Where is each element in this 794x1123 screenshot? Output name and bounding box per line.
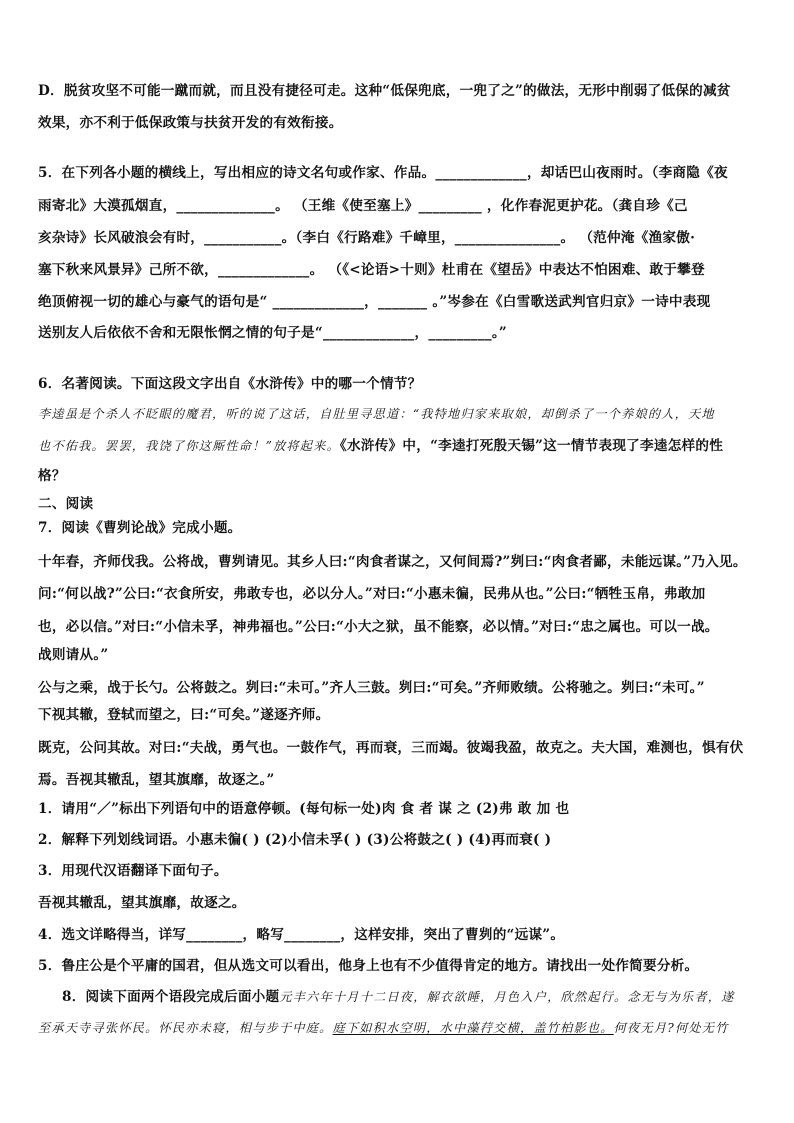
q6-title: 6．名著阅读。下面这段文字出自《水浒传》中的哪一个情节？ bbox=[38, 376, 422, 392]
sub-question-4: 4．选文详略得当，详写________，略写________，这样安排，突出了曹刿的“远谋”。 bbox=[38, 927, 565, 943]
q5-line5: 绝顶俯视一切的雄心与豪气的语句是“ _____________，_______ 。”岑参在《白雪歌送武判官归京》一诗中表现 bbox=[38, 294, 711, 310]
passage-line6: 下视其辙，登轼而望之，曰:“可矣。”遂逐齐师。 bbox=[38, 707, 330, 723]
sub-question-1: 1．请用“／”标出下列语句中的语意停顿。(每句标一处)肉 食 者 谋 之 (2)弗 敢 加 也 bbox=[38, 801, 570, 817]
passage-line2: 问:“何以战?”公曰:“衣食所安，弗敢专也，必以分人。”对曰:“小惠未徧，民弗从也。”公曰:“牺牲玉帛，弗敢加 bbox=[38, 586, 706, 602]
q8-line2 bbox=[38, 1018, 762, 1038]
passage-line7: 既克，公问其故。对曰:“夫战，勇气也。一鼓作气，再而衰，三而竭。彼竭我盈，故克之。夫大国，难测也，惧有伏 bbox=[38, 740, 744, 756]
sub-question-3-sentence: 吾视其辙乱，望其旗靡，故逐之。 bbox=[38, 895, 246, 911]
q5-line3: 亥杂诗》长风破浪会有时，___________。（李白《行路难》千嶂里，_______________。 （范仲淹《渔家傲· bbox=[38, 230, 696, 246]
q8-title: 8．阅读下面两个语段完成后面小题 bbox=[62, 989, 280, 1005]
q8-line1 bbox=[62, 987, 762, 1007]
q5-line6: 送别友人后依依不舍和无限怅惘之情的句子是“_____________，_________。” bbox=[38, 325, 507, 341]
passage-line3: 也，必以信。”对曰:“小信未孚，神弗福也。”公曰:“小大之狱，虽不能察，必以情。”对曰:“忠之属也。可以一战。 bbox=[38, 619, 719, 635]
q8-underlined-sentence: 庭下如积水空明，水中藻荇交横，盖竹柏影也。 bbox=[332, 1021, 614, 1035]
q7-title: 7．阅读《曹刿论战》完成小题。 bbox=[38, 520, 242, 536]
sub-question-3: 3．用现代汉语翻译下面句子。 bbox=[38, 863, 228, 879]
section-heading: 二、阅读 bbox=[38, 496, 94, 512]
q5-line1: 5．在下列各小题的横线上，写出相应的诗文名句或作家、作品。_____________，却话巴山夜雨时。（李商隐《夜 bbox=[38, 165, 728, 181]
sub-question-5: 5．鲁庄公是个平庸的国君，但从选文可以看出，他身上也有不少值得肯定的地方。请找出一处作简要分析。 bbox=[38, 958, 699, 974]
q8-text-start: 元丰六年十月十二日夜，解衣欲睡，月色入户，欣然起行。念无与为乐者，遂 bbox=[279, 990, 735, 1004]
q4-option-d-line1: D．脱贫攻坚不可能一蹴而就，而且没有捷径可走。这种“低保兜底，一兜了之”的做法，无形中削弱了低保的减贫 bbox=[38, 83, 731, 99]
passage-line1: 十年春，齐师伐我。公将战，曹刿请见。其乡人曰:“肉食者谋之，又何间焉?”刿曰:“肉食者鄙，未能远谋。”乃入见。 bbox=[38, 554, 747, 570]
q5-line4: 塞下秋来风景异》己所不欲，_____________。 （《<论语>十则》杜甫在《望岳》中表达不怕困难、敢于攀登 bbox=[38, 262, 705, 278]
q8-text-middle: 至承天寺寻张怀民。怀民亦未寝，相与步于中庭。 bbox=[38, 1021, 333, 1035]
q8-text-end: 何夜无月?何处无竹 bbox=[613, 1021, 729, 1035]
passage-line5: 公与之乘，战于长勺。公将鼓之。刿曰:“未可。”齐人三鼓。刿曰:“可矣。”齐师败绩。公将驰之。刿曰:“未可。” bbox=[38, 680, 705, 696]
q6-quote-line2 bbox=[38, 436, 762, 456]
sub-question-2: 2．解释下列划线词语。小惠未徧( ) (2)小信未孚( ) (3)公将鼓之( ) (4)再而衰( ) bbox=[38, 832, 552, 848]
q6-question: 《水浒传》中，“李逵打死殷天锡”这一情节表现了李逵怎样的性 bbox=[339, 438, 724, 454]
passage-line8: 焉。吾视其辙乱，望其旗靡，故逐之。” bbox=[38, 772, 275, 788]
q6-quote-end: 也不佑我。罢罢，我饶了你这厮性命！”放将起来。 bbox=[38, 439, 340, 453]
q6-line3: 格？ bbox=[38, 468, 66, 484]
q5-line2: 雨寄北》大漠孤烟直，______________。 （王维《使至塞上》_________ ，化作春泥更护花。（龚自珍《己 bbox=[38, 198, 688, 214]
q4-option-d-line2: 效果，亦不利于低保政策与扶贫开发的有效衔接。 bbox=[38, 115, 343, 131]
q6-quote-line1: 李逵虽是个杀人不眨眼的魔君，听的说了这话，自肚里寻思道：“我特地归家来取娘，却倒杀了一个养娘的人，天地 bbox=[38, 407, 715, 421]
passage-line4: 战则请从。” bbox=[38, 647, 109, 663]
